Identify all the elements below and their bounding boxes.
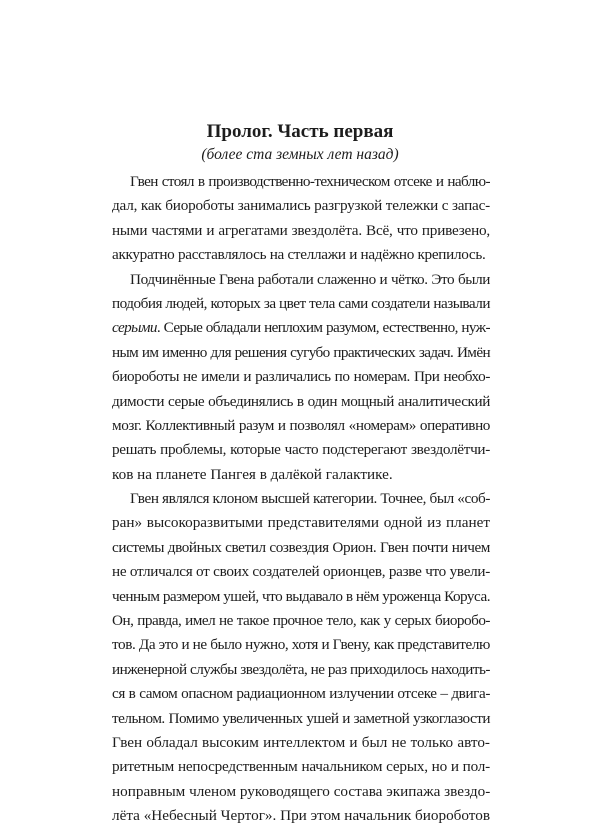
text-line: аккуратно расставлялось на стеллажи и надёжно крепилось. (112, 246, 486, 264)
text-line: ноправным членом руководящего состава экипажа звездо- (112, 782, 491, 800)
text-line: Он, правда, имел не такое прочное тело, как у серых биоробо- (112, 612, 490, 630)
text-line: тельном. Помимо увеличенных ушей и заметной узкоглазости (112, 709, 490, 727)
text-line (112, 316, 490, 340)
chapter-heading (0, 120, 600, 166)
italic-word: серыми (112, 319, 157, 337)
text-line: ченным размером ушей, что выдавало в нём уроженца Коруса. (112, 587, 490, 605)
text-line: дал, как биороботы занимались разгрузкой тележки с запас- (112, 197, 490, 215)
text-line: ным им именно для решения сугубо практических задач. Имён (112, 343, 490, 361)
chapter-subtitle: (более ста земных лет назад) (201, 146, 399, 163)
text-line: не отличался от своих создателей орионцев, разве что увели- (112, 563, 490, 581)
text-line: подобия людей, которых за цвет тела сами создатели называли (112, 294, 490, 312)
text-line: ритетным непосредственным начальником серых, но и пол- (112, 758, 490, 776)
text-line: мозг. Коллективный разум и позволял «номерам» оперативно (112, 416, 490, 434)
text-line: лёта «Небесный Чертог». При этом начальник биороботов (112, 807, 490, 825)
text-line: инженерной службы звездолёта, не раз приходилось находить- (112, 660, 490, 678)
text-line: димости серые объединялись в один мощный аналитический (112, 392, 490, 410)
body-text (112, 170, 490, 829)
chapter-title: Пролог. Часть первая (206, 121, 394, 142)
text-line: системы двойных светил созвездия Орион. Гвен почти ничем (112, 538, 490, 556)
text-line: ся в самом опасном радиационном излучении отсеке – двига- (112, 685, 490, 703)
text-line: биороботы не имели и различались по номерам. При необхо- (112, 368, 490, 386)
text-line: ран» высокоразвитыми представителями одной из планет (112, 514, 490, 532)
text-line: Гвен обладал высоким интеллектом и был не только авто- (112, 733, 490, 751)
text-line: Гвен стоял в производственно-техническом отсеке и наблю- (130, 173, 490, 190)
text-line: ными частями и агрегатами звездолёта. Всё, что привезено, (112, 221, 490, 239)
text-line: решать проблемы, которые часто подстерегают звездолётчи- (112, 441, 490, 459)
text-line: тов. Да это и не было нужно, хотя и Гвену, как представителю (112, 636, 490, 654)
text-line-rest: . Серые обладали неплохим разумом, естественно, нуж- (156, 319, 490, 337)
text-line: Подчинённые Гвена работали слаженно и чётко. Это были (130, 270, 490, 288)
text-line: Гвен являлся клоном высшей категории. Точнее, был «соб- (130, 490, 490, 508)
text-line: ков на планете Пангея в далёкой галактике. (112, 465, 393, 483)
